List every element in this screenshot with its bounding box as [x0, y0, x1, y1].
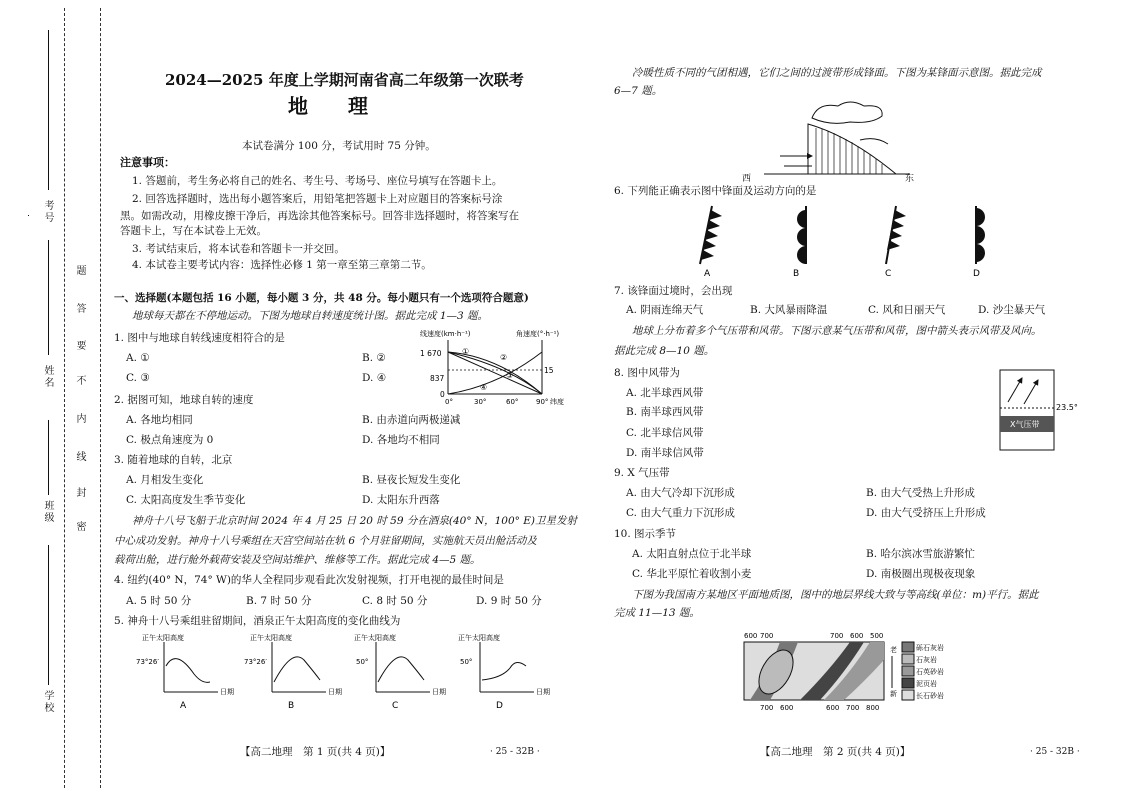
question-1: 1. 图中与地球自转线速度相符合的是	[114, 332, 285, 344]
cloud	[812, 102, 882, 123]
question-10: 10. 图示季节	[614, 528, 677, 540]
svg-text:正午太阳高度: 正午太阳高度	[142, 634, 184, 642]
legend-item: 砾石灰岩	[916, 644, 944, 652]
option-8a[interactable]: A. 北半球西风带	[626, 387, 704, 399]
option-6d-symbol	[973, 206, 985, 279]
class-label: 班级	[42, 500, 53, 524]
option-10c[interactable]: C. 华北平原忙着收割小麦	[632, 568, 752, 580]
question-7: 7. 该锋面过境时，会出现	[614, 285, 733, 297]
svg-text:800: 800	[866, 704, 880, 712]
svg-text:日期: 日期	[536, 688, 550, 696]
svg-text:700: 700	[760, 632, 774, 640]
option-7d[interactable]: D. 沙尘暴天气	[978, 304, 1046, 316]
question-2: 2. 据图可知，地球自转的速度	[114, 394, 254, 406]
legend-item: 石灰岩	[916, 656, 937, 664]
chart-x-tick: 0°	[445, 398, 453, 406]
passage-intro: 地球每天都在不停地运动。下图为地球自转速度统计图。据此完成 1—3 题。	[132, 310, 489, 322]
notice-title: 注意事项：	[120, 156, 175, 169]
option-1c[interactable]: C. ③	[126, 372, 150, 384]
option-6d-label: D	[973, 269, 980, 279]
question-6: 6. 下列能正确表示图中锋面及运动方向的是	[614, 185, 817, 197]
label-west: 西	[742, 174, 752, 184]
geologic-map	[740, 630, 970, 714]
svg-text:700: 700	[846, 704, 860, 712]
exam-info: 本试卷满分 100 分，考试用时 75 分钟。	[242, 140, 436, 152]
svg-text:500: 500	[870, 632, 884, 640]
notice-line: 4. 本试卷主要考试内容：选择性必修 1 第一章至第三章第二节。	[132, 259, 432, 271]
svg-text:正午太阳高度: 正午太阳高度	[458, 634, 500, 642]
svg-text:73°26′: 73°26′	[136, 658, 159, 666]
legend-item: 长石砂岩	[916, 692, 944, 700]
chart-y-tick: 837	[430, 374, 445, 383]
option-10a[interactable]: A. 太阳直射点位于北半球	[632, 548, 752, 560]
chart-ylabel2: 角速度(°·h⁻¹)	[516, 330, 560, 338]
chart-y-tick: 1 670	[420, 349, 442, 358]
option-5a-label: A	[180, 701, 187, 711]
passage-intro: 冷暖性质不同的气团相遇，它们之间的过渡带形成锋面。下图为某锋面示意图。据此完成	[632, 67, 1042, 79]
option-6a-symbol	[700, 206, 722, 279]
option-8d[interactable]: D. 南半球信风带	[626, 447, 704, 459]
option-2d[interactable]: D. 各地均不相同	[362, 434, 440, 446]
option-6a-label: A	[704, 269, 711, 279]
option-10b[interactable]: B. 哈尔滨冰雪旅游繁忙	[866, 548, 975, 560]
subject-title: 地 理	[288, 94, 368, 118]
svg-text:日期: 日期	[432, 688, 446, 696]
class-field[interactable]	[48, 420, 49, 495]
svg-text:600: 600	[780, 704, 794, 712]
option-1d[interactable]: D. ④	[362, 372, 387, 384]
option-7b[interactable]: B. 大风暴雨降温	[750, 304, 828, 316]
passage-intro: 完成 11—13 题。	[614, 607, 700, 619]
rotation-speed-chart	[418, 326, 568, 408]
svg-text:正午太阳高度: 正午太阳高度	[354, 634, 396, 642]
svg-text:700: 700	[830, 632, 844, 640]
option-3c[interactable]: C. 太阳高度发生季节变化	[126, 494, 246, 506]
option-1a[interactable]: A. ①	[126, 352, 150, 364]
question-3: 3. 随着地球的自转，北京	[114, 454, 233, 466]
seat-number-field[interactable]	[48, 30, 49, 190]
option-3b[interactable]: B. 昼夜长短发生变化	[362, 474, 461, 486]
name-field[interactable]	[48, 240, 49, 355]
passage-intro: 中心成功发射。神舟十八号乘组在天宫空间站在轨 6 个月驻留期间，实施航天员出舱活动及	[114, 535, 537, 547]
svg-text:600: 600	[850, 632, 864, 640]
option-5c-graph	[354, 633, 446, 711]
option-5d-label: D	[496, 701, 503, 711]
notice-line: 2. 回答选择题时，选出每小题答案后，用铅笔把答题卡上对应题目的答案标号涂	[132, 193, 503, 205]
school-label: 学校	[42, 690, 53, 714]
option-1b[interactable]: B. ②	[362, 352, 386, 364]
pressure-belt-diagram	[996, 366, 1082, 454]
option-6c-symbol	[885, 206, 906, 279]
option-8c[interactable]: C. 北半球信风带	[626, 427, 704, 439]
chart-x-tick: 90°	[536, 398, 549, 406]
option-5b-label: B	[288, 701, 295, 711]
section-heading: 一、选择题(本题包括 16 小题，每小题 3 分，共 48 分。每小题只有一个选项符合题意)	[114, 292, 529, 304]
page-footer: 【高二地理 第 1 页(共 4 页)】	[240, 746, 391, 758]
option-2a[interactable]: A. 各地均相同	[126, 414, 193, 426]
option-5c-label: C	[392, 701, 399, 711]
option-4a[interactable]: A. 5 时 50 分	[126, 595, 192, 607]
option-5b-graph	[244, 633, 342, 711]
notice-line: 黑。如需改动，用橡皮擦干净后，再选涂其他答案标号。回答非选择题时，将答案写在	[120, 210, 519, 222]
chart-x-tick: 60°	[506, 398, 519, 406]
notice-line: 1. 答题前，考生务必将自己的姓名、考生号、考场号、座位号填写在答题卡上。	[132, 175, 503, 187]
legend-item: 石英砂岩	[916, 668, 944, 676]
svg-text:700: 700	[760, 704, 774, 712]
option-4d[interactable]: D. 9 时 50 分	[476, 595, 542, 607]
option-9a[interactable]: A. 由大气冷却下沉形成	[626, 487, 735, 499]
svg-text:73°26′: 73°26′	[244, 658, 267, 666]
svg-text:老: 老	[890, 646, 897, 654]
option-8b[interactable]: B. 南半球西风带	[626, 406, 704, 418]
option-4c[interactable]: C. 8 时 50 分	[362, 595, 428, 607]
passage-intro: 6—7 题。	[614, 85, 663, 97]
seat-number-label: 考号	[42, 200, 53, 224]
notice-line: 3. 考试结束后，将本试卷和答题卡一并交回。	[132, 243, 345, 255]
svg-text:50°: 50°	[356, 658, 369, 666]
curve-label: ④	[480, 383, 488, 392]
passage-intro: 载荷出舱，进行舱外载荷安装及空间站维护、维修等工作。据此完成 4—5 题。	[114, 554, 481, 566]
svg-text:600: 600	[826, 704, 840, 712]
name-label: 姓名	[42, 365, 53, 389]
curve-label: ③	[506, 371, 514, 380]
option-7c[interactable]: C. 风和日丽天气	[868, 304, 946, 316]
chart-xlabel: 纬度	[550, 398, 564, 406]
svg-text:600: 600	[744, 632, 758, 640]
option-9d[interactable]: D. 由大气受挤压上升形成	[866, 507, 986, 519]
passage-intro: 据此完成 8—10 题。	[614, 345, 715, 357]
svg-text:50°: 50°	[460, 658, 473, 666]
svg-text:日期: 日期	[220, 688, 234, 696]
option-5a-graph	[136, 633, 234, 711]
front-symbols	[690, 202, 990, 282]
school-field[interactable]	[48, 545, 49, 685]
binding-line	[64, 8, 65, 788]
option-7a[interactable]: A. 阴雨连绵天气	[626, 304, 704, 316]
seal-notice: 题 答 要 不 内 线 封 密	[74, 265, 85, 533]
option-3d[interactable]: D. 太阳东升西落	[362, 494, 440, 506]
paper-code: · 25 - 32B ·	[1030, 747, 1080, 757]
question-9: 9. X 气压带	[614, 467, 670, 479]
curve-label: ①	[462, 347, 470, 356]
option-5d-graph	[458, 633, 550, 711]
curve-4	[448, 352, 542, 394]
question-5: 5. 神舟十八号乘组驻留期间，酒泉正午太阳高度的变化曲线为	[114, 615, 401, 627]
binding-line-inner	[100, 8, 101, 788]
chart-y2-tick: 15	[544, 366, 554, 375]
notice-line: 答题卡上，写在本试卷上无效。	[120, 225, 267, 237]
option-4b[interactable]: B. 7 时 50 分	[246, 595, 312, 607]
passage-intro: 下图为我国南方某地区平面地质图，图中的地层界线大致与等高线(单位：m)平行。据此	[632, 589, 1039, 601]
page-footer: 【高二地理 第 2 页(共 4 页)】	[760, 746, 911, 758]
question-4: 4. 纽约(40° N，74° W)的华人全程同步观看此次发射视频，打开电视的最佳时间是	[114, 574, 504, 586]
option-6b-symbol	[793, 206, 806, 279]
svg-text:正午太阳高度: 正午太阳高度	[250, 634, 292, 642]
option-10d[interactable]: D. 南极圈出现极夜现象	[866, 568, 976, 580]
latitude-label: 23.5°	[1056, 403, 1078, 412]
svg-text:X气压带: X气压带	[1010, 420, 1040, 429]
exam-title: 2024—2025 年度上学期河南省高二年级第一次联考	[165, 71, 524, 89]
option-9b[interactable]: B. 由大气受热上升形成	[866, 487, 975, 499]
front-diagram	[760, 96, 920, 176]
option-3a[interactable]: A. 月相发生变化	[126, 474, 204, 486]
legend-item: 泥页岩	[916, 680, 937, 688]
chart-ylabel: 线速度(km·h⁻¹)	[420, 330, 471, 338]
option-2b[interactable]: B. 由赤道向两极递减	[362, 414, 461, 426]
passage-intro: 地球上分布着多个气压带和风带。下图示意某气压带和风带，图中箭头表示风带及风向。	[632, 325, 1042, 337]
paper-code: · 25 - 32B ·	[490, 747, 540, 757]
svg-text:日期: 日期	[328, 688, 342, 696]
noon-sun-curves	[134, 630, 554, 712]
svg-text:新: 新	[890, 690, 897, 698]
option-6c-label: C	[885, 269, 892, 279]
curve-label: ②	[500, 353, 508, 362]
option-2c[interactable]: C. 极点角速度为 0	[126, 434, 214, 446]
option-9c[interactable]: C. 由大气重力下沉形成	[626, 507, 735, 519]
chart-x-tick: 30°	[474, 398, 487, 406]
passage-intro: 神舟十八号飞船于北京时间 2024 年 4 月 25 日 20 时 59 分在酒泉(40° N，100° E)卫星发射	[132, 515, 577, 527]
question-8: 8. 图中风带为	[614, 367, 680, 379]
chart-y-tick: 0	[440, 390, 445, 399]
option-6b-label: B	[793, 269, 800, 279]
label-east: 东	[905, 174, 915, 184]
